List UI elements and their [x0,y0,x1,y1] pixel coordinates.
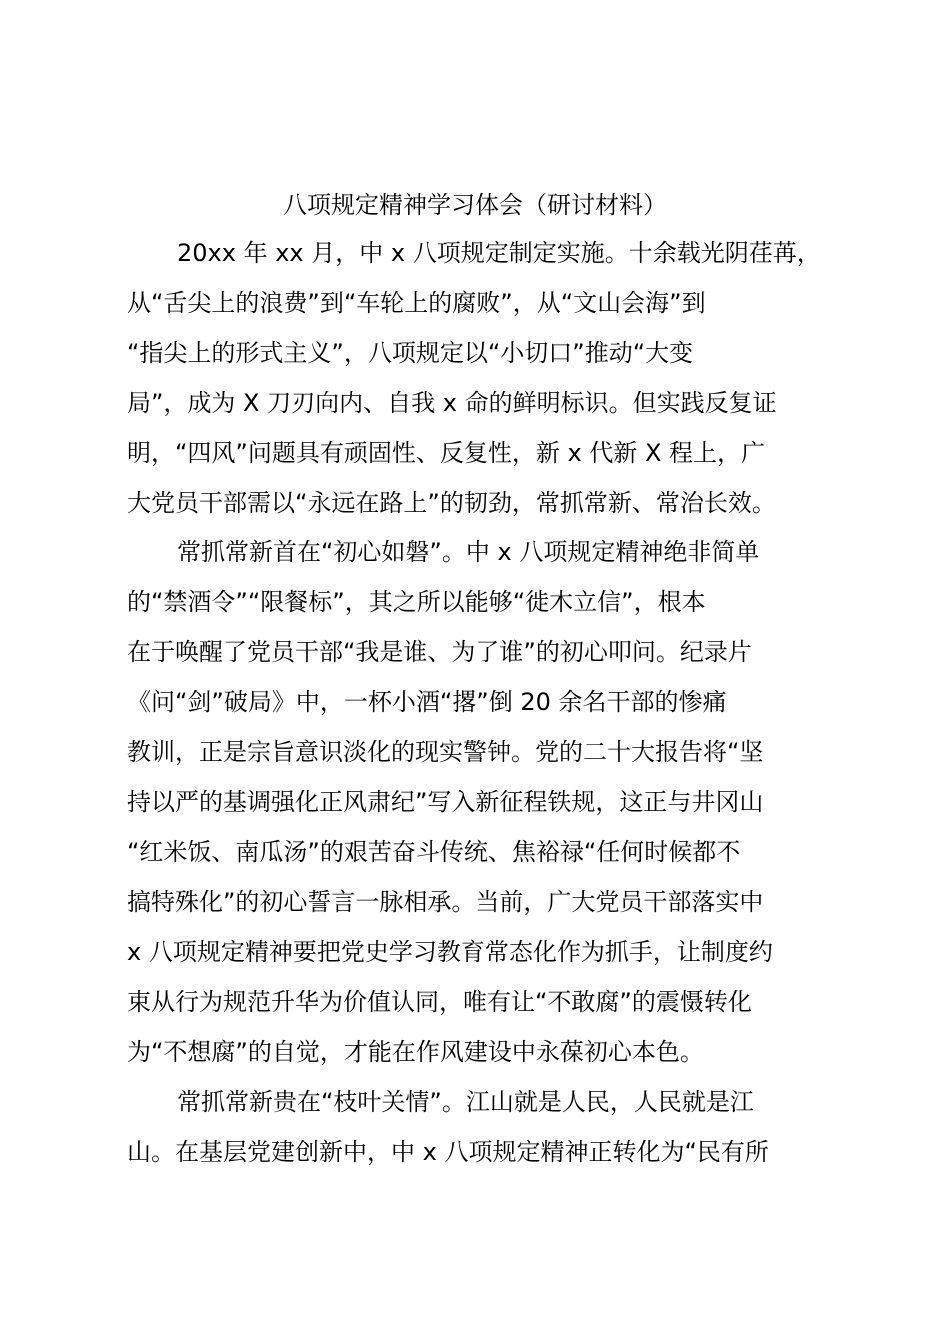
paragraph-2-line-4: 《问“剑”破局》中，一杯小酒“撂”倒 20 余名干部的惨痛 [127,688,727,716]
paragraph-2-line-10: 束从行为规范升华为价值认同，唯有让“不敢腐”的震慑转化 [127,988,752,1016]
paragraph-1-line-3: “指尖上的形式主义”，八项规定以“小切口”推动“大变 [127,339,694,367]
paragraph-2-line-8: 搞特殊化”的初心誓言一脉相承。当前，广大党员干部落实中 [127,888,764,916]
paragraph-2-line-5: 教训，正是宗旨意识淡化的现实警钟。党的二十大报告将“坚 [127,738,764,766]
paragraph-1-line-1: 20xx 年 xx 月，中 x 八项规定制定实施。十余载光阴荏苒， [177,239,821,267]
paragraph-2-line-7: “红米饭、南瓜汤”的艰苦奋斗传统、焦裕禄“任何时候都不 [127,838,741,866]
paragraph-1-line-5: 明，“四风”问题具有顽固性、反复性，新 x 代新 X 程上，广 [127,439,766,467]
paragraph-1-line-2: 从“舌尖上的浪费”到“车轮上的腐败”，从“文山会海”到 [127,289,706,317]
paragraph-2-line-3: 在于唤醒了党员干部“我是谁、为了谁”的初心叩问。纪录片 [127,638,752,666]
document-title: 八项规定精神学习体会（研讨材料） [283,191,667,219]
paragraph-3-line-2: 山。在基层党建创新中，中 x 八项规定精神正转化为“民有所 [127,1138,769,1166]
paragraph-1-line-4: 局”，成为 X 刀刃向内、自我 x 命的鲜明标识。但实践反复证 [127,389,777,417]
paragraph-2-line-1: 常抓常新首在“初心如磐”。中 x 八项规定精神绝非简单 [177,538,760,566]
paragraph-2-line-11: 为“不想腐”的自觉，才能在作风建设中永葆初心本色。 [127,1038,704,1066]
paragraph-2-line-9: x 八项规定精神要把党史学习教育常态化作为抓手，让制度约 [127,938,773,966]
paragraph-3-line-1: 常抓常新贵在“枝叶关情”。江山就是人民，人民就是江 [177,1088,754,1116]
paragraph-2-line-6: 持以严的基调强化正风肃纪”写入新征程铁规，这正与井冈山 [127,788,764,816]
paragraph-2-line-2: 的“禁酒令”“限餐标”，其之所以能够“徙木立信”，根本 [127,588,706,616]
paragraph-1-line-6: 大党员干部需以“永远在路上”的韧劲，常抓常新、常治长效。 [127,489,776,517]
